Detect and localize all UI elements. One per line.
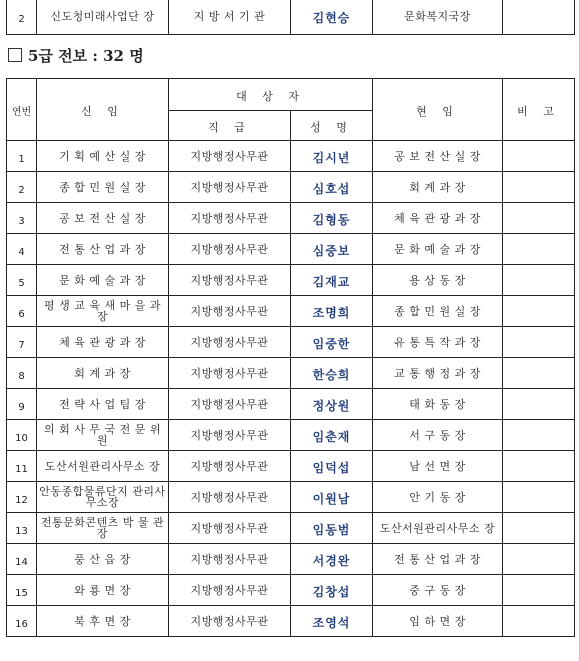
person-name-text: 임춘재 xyxy=(312,429,351,444)
current-post-text: 공 보 전 산 실 장 xyxy=(394,149,481,163)
section-title-text: 5급 전보 : 32 명 xyxy=(28,46,144,65)
new-post-text: 도산서원관리사무소 장 xyxy=(44,459,161,473)
person-name xyxy=(291,327,373,358)
row-number xyxy=(7,203,37,234)
current-post-text: 중 구 동 장 xyxy=(409,583,466,597)
row-number xyxy=(7,358,37,389)
person-name xyxy=(291,482,373,513)
grade-text: 지방행정사무관 xyxy=(190,490,269,504)
row-number-text: 6 xyxy=(18,308,25,320)
person-name-text: 김재교 xyxy=(312,274,351,289)
new-post-text: 전 통 산 업 과 장 xyxy=(59,242,146,256)
person-name-text: 서경완 xyxy=(312,553,351,568)
new-post-text: 북 후 면 장 xyxy=(74,614,131,628)
current-post xyxy=(373,141,503,172)
person-name-text: 이원남 xyxy=(312,491,351,506)
table-row xyxy=(7,606,575,637)
person-name xyxy=(291,389,373,420)
note xyxy=(503,513,575,544)
grade xyxy=(169,482,291,513)
note xyxy=(503,606,575,637)
current-post xyxy=(373,172,503,203)
new-post-text: 평 생 교 육 새 마 을 과 장 xyxy=(44,299,161,323)
current-post-text: 용 상 동 장 xyxy=(409,273,466,287)
new-post-text: 전 략 사 업 팀 장 xyxy=(59,397,146,411)
note xyxy=(503,0,575,35)
grade xyxy=(169,513,291,544)
current-post xyxy=(373,265,503,296)
row-number xyxy=(7,575,37,606)
table-row xyxy=(7,420,575,451)
current-post xyxy=(373,296,503,327)
note xyxy=(503,234,575,265)
grade-text: 지방행정사무관 xyxy=(190,521,269,535)
row-number: 2 xyxy=(7,0,37,35)
grade-text: 지방행정사무관 xyxy=(190,180,269,194)
current-post: 문화복지국장 xyxy=(373,0,503,35)
new-post-text: 공 보 전 산 실 장 xyxy=(59,211,146,225)
new-post xyxy=(37,575,169,606)
table-row xyxy=(7,358,575,389)
current-post-text: 남 선 면 장 xyxy=(409,459,466,473)
row-number xyxy=(7,544,37,575)
new-post xyxy=(37,451,169,482)
new-post xyxy=(37,420,169,451)
person-name xyxy=(291,358,373,389)
current-post xyxy=(373,575,503,606)
new-post-text: 풍 산 읍 장 xyxy=(74,552,131,566)
header-new-post: 신 임 xyxy=(37,79,169,141)
current-post-text: 종 합 민 원 실 장 xyxy=(394,304,481,318)
grade xyxy=(169,327,291,358)
person-name-text: 정상원 xyxy=(312,398,351,413)
grade-text: 지방행정사무관 xyxy=(190,273,269,287)
table-row xyxy=(7,327,575,358)
note xyxy=(503,203,575,234)
current-post-text: 교 통 행 정 과 장 xyxy=(394,366,481,380)
header-target: 대 상 자 xyxy=(169,79,373,111)
row-number-text: 3 xyxy=(18,215,25,227)
current-post-text: 태 화 동 장 xyxy=(409,397,466,411)
person-name xyxy=(291,575,373,606)
current-post-text: 문 화 예 술 과 장 xyxy=(394,242,481,256)
grade xyxy=(169,141,291,172)
table-row xyxy=(7,203,575,234)
person-name xyxy=(291,606,373,637)
new-post: 신도청미래사업단 장 xyxy=(37,0,169,35)
table-row xyxy=(7,482,575,513)
new-post xyxy=(37,544,169,575)
person-name-text: 김형동 xyxy=(312,212,351,227)
header-note: 비 고 xyxy=(503,79,575,141)
grade xyxy=(169,544,291,575)
row-number xyxy=(7,420,37,451)
person-name xyxy=(291,234,373,265)
grade-text: 지방행정사무관 xyxy=(190,335,269,349)
current-post xyxy=(373,544,503,575)
person-name xyxy=(291,141,373,172)
grade-text: 지방행정사무관 xyxy=(190,366,269,380)
grade xyxy=(169,575,291,606)
row-number-text: 9 xyxy=(18,401,25,413)
row-number xyxy=(7,234,37,265)
new-post xyxy=(37,234,169,265)
row-number xyxy=(7,265,37,296)
grade xyxy=(169,606,291,637)
new-post xyxy=(37,172,169,203)
table-row xyxy=(7,172,575,203)
grade-text: 지방행정사무관 xyxy=(190,149,269,163)
person-name-text: 심중보 xyxy=(312,243,351,258)
grade-text: 지방행정사무관 xyxy=(190,614,269,628)
grade xyxy=(169,389,291,420)
new-post xyxy=(37,389,169,420)
current-post-text: 전 통 산 업 과 장 xyxy=(394,552,481,566)
grade-text: 지방행정사무관 xyxy=(190,428,269,442)
table-row xyxy=(7,265,575,296)
previous-section-table xyxy=(6,0,575,35)
table-body xyxy=(7,141,575,637)
row-number-text: 11 xyxy=(15,463,28,475)
section-title xyxy=(8,44,144,66)
row-number xyxy=(7,327,37,358)
row-number xyxy=(7,451,37,482)
header-grade: 직 급 xyxy=(169,111,291,141)
header-row xyxy=(7,79,575,111)
person-name-text: 심호섭 xyxy=(312,181,351,196)
grade xyxy=(169,265,291,296)
grade-text: 지방행정사무관 xyxy=(190,304,269,318)
current-post-text: 임 하 면 장 xyxy=(409,614,466,628)
grade-text: 지방행정사무관 xyxy=(190,211,269,225)
row-number-text: 4 xyxy=(18,246,25,258)
row-number-text: 7 xyxy=(18,339,25,351)
grade xyxy=(169,420,291,451)
new-post xyxy=(37,358,169,389)
person-name-text: 임덕섭 xyxy=(312,460,351,475)
current-post xyxy=(373,420,503,451)
current-post xyxy=(373,606,503,637)
grade-text: 지방행정사무관 xyxy=(190,242,269,256)
person-name xyxy=(291,265,373,296)
table-row xyxy=(7,513,575,544)
person-name xyxy=(291,203,373,234)
new-post-text: 전통문화콘텐츠 박 물 관 장 xyxy=(40,516,165,540)
note xyxy=(503,389,575,420)
current-post xyxy=(373,451,503,482)
note xyxy=(503,482,575,513)
table-row xyxy=(7,544,575,575)
current-post-text: 안 기 동 장 xyxy=(409,490,466,504)
person-name xyxy=(291,513,373,544)
new-post xyxy=(37,327,169,358)
grade xyxy=(169,203,291,234)
table-row xyxy=(7,451,575,482)
row-number-text: 10 xyxy=(15,432,28,444)
note xyxy=(503,451,575,482)
grade xyxy=(169,451,291,482)
row-number-text: 12 xyxy=(15,494,28,506)
table-row xyxy=(7,0,575,35)
person-name: 김현승 xyxy=(291,0,373,35)
person-name-text: 김시년 xyxy=(312,150,351,165)
person-name-text: 조영석 xyxy=(312,615,351,630)
person-name-text: 임동범 xyxy=(312,522,351,537)
note xyxy=(503,327,575,358)
grade: 지 방 서 기 관 xyxy=(169,0,291,35)
row-number-text: 15 xyxy=(15,587,28,599)
new-post xyxy=(37,482,169,513)
note xyxy=(503,575,575,606)
current-post-text: 유 통 특 작 과 장 xyxy=(394,335,481,349)
current-post xyxy=(373,327,503,358)
table-row xyxy=(7,575,575,606)
row-number-text: 16 xyxy=(15,618,28,630)
row-number-text: 1 xyxy=(18,153,25,165)
header-no: 연번 xyxy=(7,79,37,141)
row-number xyxy=(7,296,37,327)
row-number xyxy=(7,141,37,172)
checkbox-square-icon xyxy=(8,48,22,62)
person-name-text: 김창섭 xyxy=(312,584,351,599)
note xyxy=(503,265,575,296)
person-name-text: 한승희 xyxy=(312,367,351,382)
grade xyxy=(169,234,291,265)
new-post-text: 회 계 과 장 xyxy=(74,366,131,380)
person-name-text: 임중한 xyxy=(312,336,351,351)
current-post-text: 서 구 동 장 xyxy=(409,428,466,442)
row-number-text: 13 xyxy=(15,525,28,537)
new-post-text: 의 회 사 무 국 전 문 위 원 xyxy=(44,423,161,447)
person-name xyxy=(291,544,373,575)
new-post-text: 안동종합물류단지 관리사무소장 xyxy=(39,485,166,509)
table-row xyxy=(7,296,575,327)
grade xyxy=(169,172,291,203)
row-number xyxy=(7,172,37,203)
current-post-text: 체 육 관 광 과 장 xyxy=(394,211,481,225)
table-row xyxy=(7,389,575,420)
current-post-text: 도산서원관리사무소 장 xyxy=(379,521,496,535)
note xyxy=(503,544,575,575)
table-row xyxy=(7,234,575,265)
header-current: 현 임 xyxy=(373,79,503,141)
note xyxy=(503,420,575,451)
person-name xyxy=(291,451,373,482)
new-post xyxy=(37,606,169,637)
grade-text: 지방행정사무관 xyxy=(190,459,269,473)
new-post-text: 와 룡 면 장 xyxy=(74,583,131,597)
new-post xyxy=(37,296,169,327)
new-post xyxy=(37,265,169,296)
row-number-text: 14 xyxy=(15,556,28,568)
row-number-text: 8 xyxy=(18,370,25,382)
person-name xyxy=(291,296,373,327)
row-number xyxy=(7,482,37,513)
transfer-table xyxy=(6,78,575,637)
person-name-text: 조명희 xyxy=(312,305,351,320)
note xyxy=(503,141,575,172)
grade-text: 지방행정사무관 xyxy=(190,583,269,597)
row-number-text: 5 xyxy=(18,277,25,289)
new-post xyxy=(37,513,169,544)
person-name xyxy=(291,420,373,451)
current-post xyxy=(373,358,503,389)
new-post xyxy=(37,141,169,172)
current-post xyxy=(373,203,503,234)
grade-text: 지방행정사무관 xyxy=(190,397,269,411)
current-post xyxy=(373,389,503,420)
new-post-text: 종 합 민 원 실 장 xyxy=(59,180,146,194)
new-post-text: 문 화 예 술 과 장 xyxy=(59,273,146,287)
current-post xyxy=(373,513,503,544)
note xyxy=(503,358,575,389)
note xyxy=(503,296,575,327)
grade-text: 지방행정사무관 xyxy=(190,552,269,566)
row-number-text: 2 xyxy=(18,184,25,196)
person-name xyxy=(291,172,373,203)
new-post xyxy=(37,203,169,234)
note xyxy=(503,172,575,203)
header-name: 성 명 xyxy=(291,111,373,141)
table-row xyxy=(7,141,575,172)
grade xyxy=(169,358,291,389)
current-post-text: 회 계 과 장 xyxy=(409,180,466,194)
new-post-text: 체 육 관 광 과 장 xyxy=(59,335,146,349)
row-number xyxy=(7,606,37,637)
current-post xyxy=(373,482,503,513)
new-post-text: 기 획 예 산 실 장 xyxy=(59,149,146,163)
row-number xyxy=(7,513,37,544)
grade xyxy=(169,296,291,327)
row-number xyxy=(7,389,37,420)
current-post xyxy=(373,234,503,265)
